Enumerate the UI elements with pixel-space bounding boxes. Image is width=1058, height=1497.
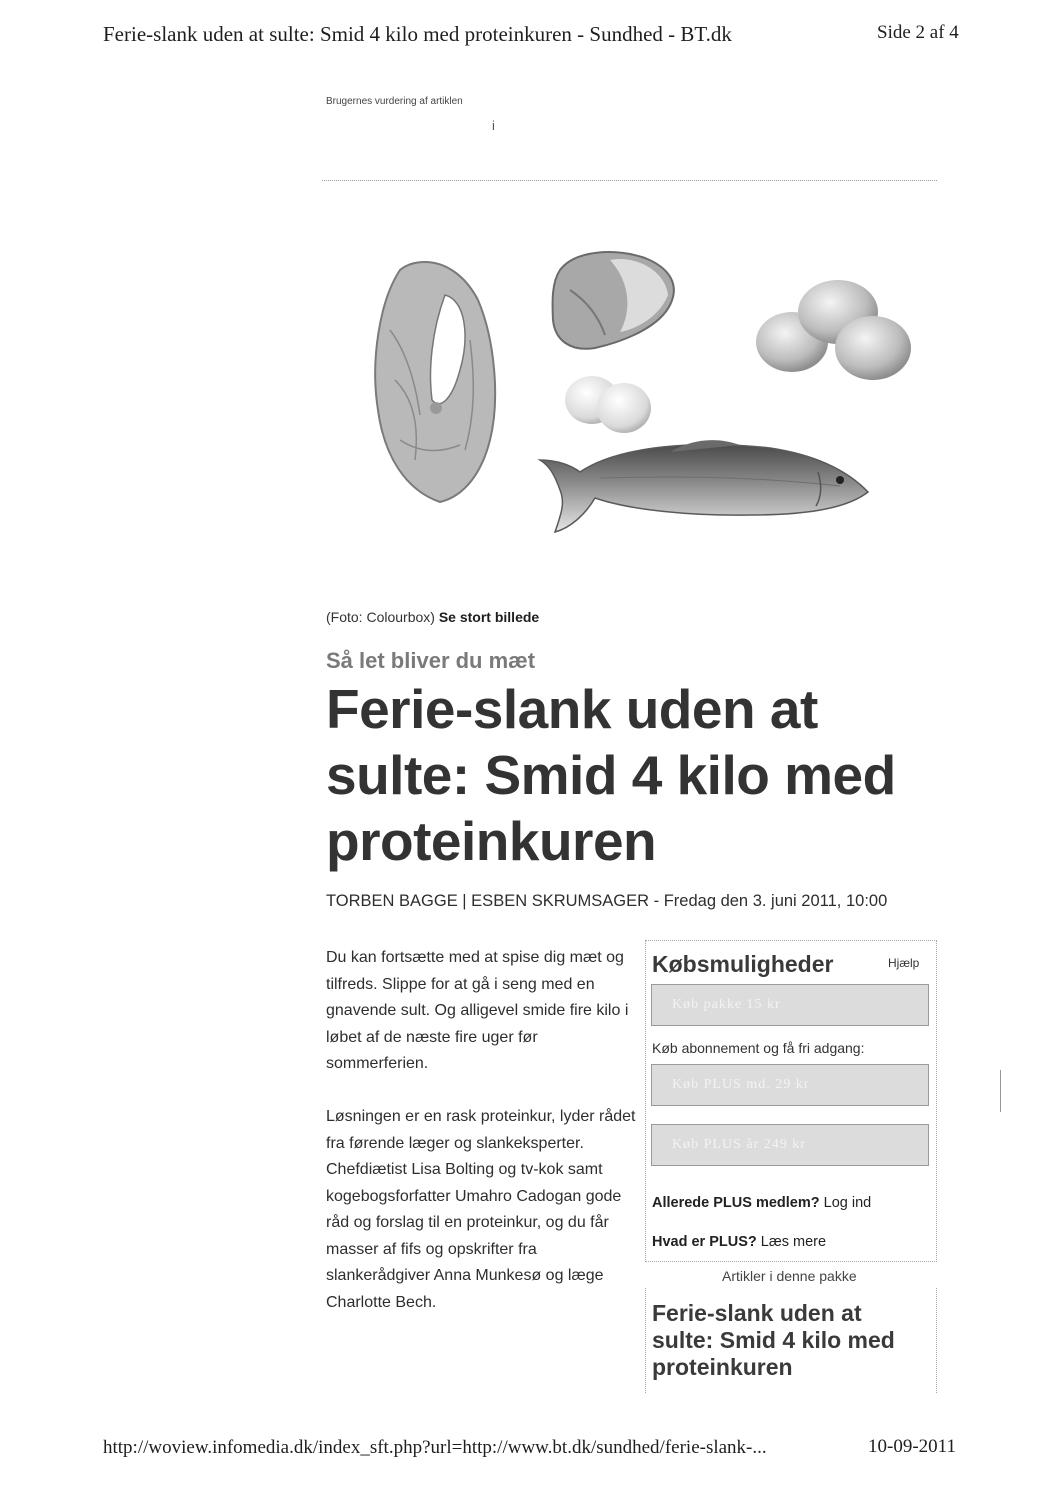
buy-plus-monthly-button[interactable]: Køb PLUS md. 29 kr (651, 1064, 929, 1106)
meat-cut-icon (553, 252, 674, 349)
member-question: Allerede PLUS medlem? (652, 1195, 820, 1211)
login-link[interactable]: Log ind (823, 1195, 872, 1211)
view-large-image-link[interactable]: Se stort billede (438, 609, 540, 625)
package-articles-label: Artikler i denne pakke (722, 1268, 857, 1284)
plus-question: Hvad er PLUS? (652, 1234, 757, 1250)
print-footer-date: 10-09-2011 (868, 1436, 956, 1457)
rating-label: Brugernes vurdering af artiklen (326, 96, 463, 107)
print-header-title: Ferie-slank uden at sulte: Smid 4 kilo med proteinkuren - Sundhed - BT.dk (103, 22, 732, 46)
potatoes-icon (756, 280, 911, 380)
scan-mark (1000, 1070, 1001, 1112)
salmon-steak-icon (375, 262, 495, 502)
article-kicker: Så let bliver du mæt (326, 648, 536, 673)
member-login-line (652, 1195, 871, 1211)
buy-package-button[interactable]: Køb pakke 15 kr (651, 984, 929, 1026)
read-more-link[interactable]: Læs mere (760, 1234, 827, 1250)
article-paragraph: Du kan fortsætte med at spise dig mæt og tilfreds. Slippe for at gå i seng med en gnavende sult. Og alligevel smide fire kilo i løbet af de næste fire uger før sommerferien. (326, 949, 629, 1072)
article-byline: TORBEN BAGGE | ESBEN SKRUMSAGER - Fredag den 3. juni 2011, 10:00 (326, 892, 888, 910)
photo-credit: (Foto: Colourbox) (326, 609, 435, 625)
article-paragraph: Løsningen er en rask proteinkur, lyder rådet fra førende læger og slankeksperter. Chefdiætist Lisa Bolting og tv-kok samt kogebogsforfatter Umahro Cadogan gode råd og forslag til en proteinkur, og du får masser af fifs og opskrifter fra slankerådgiver Anna Munkesø og læge Charlotte Bech. (326, 1108, 636, 1311)
photo-caption (326, 609, 539, 625)
article-headline: Ferie-slank uden at sulte: Smid 4 kilo med proteinkuren (326, 678, 896, 872)
food-photo[interactable] (370, 240, 915, 540)
eggs-icon (565, 376, 651, 433)
help-link[interactable]: Hjælp (888, 956, 920, 970)
whole-fish-icon (540, 440, 868, 532)
purchase-title: Købsmuligheder (652, 951, 834, 977)
divider (322, 180, 937, 181)
plus-info-line (652, 1234, 826, 1250)
print-footer-url: http://woview.infomedia.dk/index_sft.php?url=http://www.bt.dk/sundhed/ferie-slank-... (103, 1437, 767, 1458)
subscribe-text: Køb abonnement og få fri adgang: (652, 1040, 865, 1056)
package-article-link[interactable]: Ferie-slank uden at sulte: Smid 4 kilo med proteinkuren (652, 1300, 895, 1380)
print-page-number: Side 2 af 4 (877, 22, 959, 43)
buy-plus-yearly-button[interactable]: Køb PLUS år 249 kr (651, 1124, 929, 1166)
rating-widget[interactable]: i (492, 118, 495, 133)
